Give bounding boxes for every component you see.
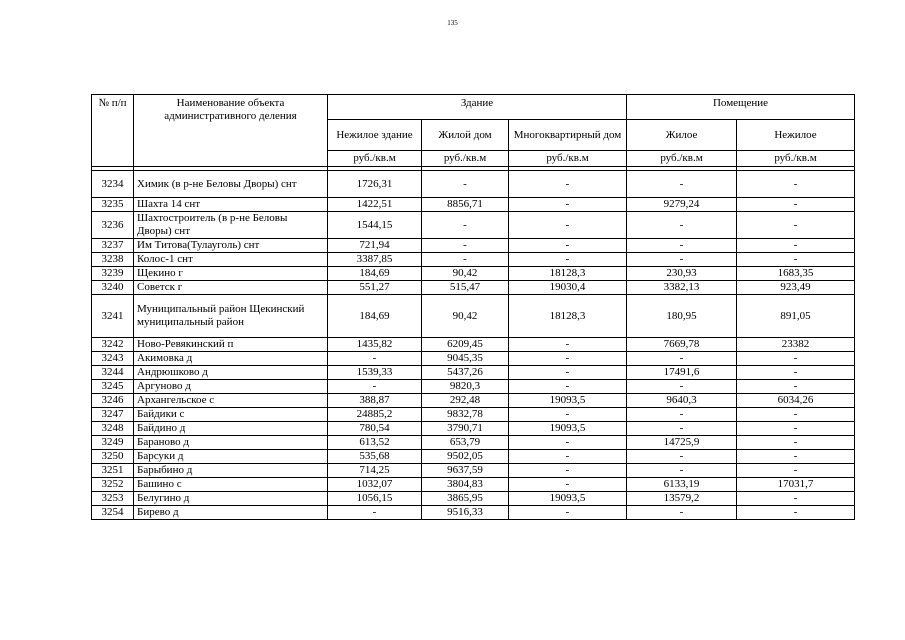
header-sub-nonresidential-building: Нежилое здание	[328, 120, 422, 151]
value-nonresidential-building: -	[328, 380, 422, 394]
row-number: 3249	[92, 436, 134, 450]
value-nonresidential-building: 1032,07	[328, 478, 422, 492]
table-row	[92, 171, 855, 198]
table-row	[92, 394, 855, 408]
value-residential-premises: 6133,19	[627, 478, 737, 492]
value-apartment-building: -	[509, 352, 627, 366]
value-residential-premises: 17491,6	[627, 366, 737, 380]
value-nonresidential-building: 613,52	[328, 436, 422, 450]
page-number: 135	[447, 19, 458, 27]
value-nonresidential-building: 1422,51	[328, 198, 422, 212]
value-residential-house: 3804,83	[422, 478, 509, 492]
value-residential-house: 3790,71	[422, 422, 509, 436]
row-number: 3236	[92, 212, 134, 239]
row-name: Барсуки д	[134, 450, 328, 464]
row-name: Белугино д	[134, 492, 328, 506]
value-apartment-building: -	[509, 253, 627, 267]
value-nonresidential-premises: 891,05	[737, 295, 855, 338]
value-residential-premises: 9279,24	[627, 198, 737, 212]
value-residential-premises: -	[627, 464, 737, 478]
value-nonresidential-building: 1056,15	[328, 492, 422, 506]
value-apartment-building: -	[509, 478, 627, 492]
value-apartment-building: -	[509, 366, 627, 380]
table-row	[92, 338, 855, 352]
value-residential-house: 515,47	[422, 281, 509, 295]
row-name: Андрюшково д	[134, 366, 328, 380]
value-nonresidential-premises: -	[737, 450, 855, 464]
row-number: 3251	[92, 464, 134, 478]
value-residential-house: 8856,71	[422, 198, 509, 212]
header-unit: руб./кв.м	[328, 151, 422, 167]
value-residential-house: 9502,05	[422, 450, 509, 464]
header-sub-residential-premises: Жилое	[627, 120, 737, 151]
header-sub-residential-house: Жилой дом	[422, 120, 509, 151]
value-nonresidential-premises: -	[737, 380, 855, 394]
row-number: 3238	[92, 253, 134, 267]
value-residential-premises: -	[627, 253, 737, 267]
tariff-table	[91, 94, 855, 520]
row-number: 3237	[92, 239, 134, 253]
value-residential-house: -	[422, 239, 509, 253]
table-row	[92, 436, 855, 450]
row-number: 3242	[92, 338, 134, 352]
table-row	[92, 408, 855, 422]
value-residential-house: 9820,3	[422, 380, 509, 394]
value-residential-premises: 13579,2	[627, 492, 737, 506]
table-row	[92, 352, 855, 366]
row-name: Шахта 14 снт	[134, 198, 328, 212]
row-name: Муниципальный район Щекинский муниципальный район	[134, 295, 328, 338]
table-row	[92, 506, 855, 520]
table-row	[92, 212, 855, 239]
value-residential-premises: -	[627, 422, 737, 436]
table-row	[92, 422, 855, 436]
value-apartment-building: -	[509, 198, 627, 212]
table-row	[92, 281, 855, 295]
row-name: Башино с	[134, 478, 328, 492]
table-row	[92, 366, 855, 380]
value-apartment-building: -	[509, 171, 627, 198]
table-row	[92, 267, 855, 281]
row-name: Акимовка д	[134, 352, 328, 366]
row-name: Советск г	[134, 281, 328, 295]
value-residential-premises: 180,95	[627, 295, 737, 338]
value-residential-house: 653,79	[422, 436, 509, 450]
row-number: 3244	[92, 366, 134, 380]
value-residential-house: -	[422, 212, 509, 239]
value-residential-premises: 9640,3	[627, 394, 737, 408]
value-apartment-building: -	[509, 338, 627, 352]
value-nonresidential-premises: -	[737, 253, 855, 267]
table-row	[92, 464, 855, 478]
row-number: 3234	[92, 171, 134, 198]
value-nonresidential-building: 24885,2	[328, 408, 422, 422]
row-name: Барыбино д	[134, 464, 328, 478]
row-name: Шахтостроитель (в р-не Беловы Дворы) снт	[134, 212, 328, 239]
value-nonresidential-premises: -	[737, 352, 855, 366]
value-nonresidential-building: -	[328, 506, 422, 520]
value-residential-premises: 14725,9	[627, 436, 737, 450]
value-nonresidential-building: 551,27	[328, 281, 422, 295]
value-apartment-building: -	[509, 212, 627, 239]
table-row	[92, 478, 855, 492]
row-number: 3250	[92, 450, 134, 464]
header-col-name: Наименование объекта административного деления	[134, 95, 328, 167]
row-name: Колос-1 снт	[134, 253, 328, 267]
row-number: 3253	[92, 492, 134, 506]
value-residential-house: 90,42	[422, 267, 509, 281]
header-group-premises: Помещение	[627, 95, 855, 120]
value-nonresidential-building: 535,68	[328, 450, 422, 464]
header-group-building: Здание	[328, 95, 627, 120]
value-nonresidential-premises: -	[737, 366, 855, 380]
header-col-number: № п/п	[92, 95, 134, 167]
header-unit: руб./кв.м	[422, 151, 509, 167]
value-apartment-building: -	[509, 506, 627, 520]
value-nonresidential-premises: -	[737, 464, 855, 478]
value-nonresidential-building: 388,87	[328, 394, 422, 408]
row-number: 3243	[92, 352, 134, 366]
table-body	[92, 167, 855, 520]
row-name: Байдики с	[134, 408, 328, 422]
value-nonresidential-building: 1544,15	[328, 212, 422, 239]
value-residential-premises: 7669,78	[627, 338, 737, 352]
value-nonresidential-premises: -	[737, 212, 855, 239]
value-residential-house: 90,42	[422, 295, 509, 338]
row-name: Байдино д	[134, 422, 328, 436]
row-name: Аргуново д	[134, 380, 328, 394]
table-row	[92, 492, 855, 506]
value-residential-house: 9637,59	[422, 464, 509, 478]
header-unit: руб./кв.м	[737, 151, 855, 167]
value-apartment-building: 19030,4	[509, 281, 627, 295]
header-unit: руб./кв.м	[627, 151, 737, 167]
table-row	[92, 450, 855, 464]
value-residential-house: -	[422, 171, 509, 198]
row-number: 3248	[92, 422, 134, 436]
value-nonresidential-premises: -	[737, 422, 855, 436]
value-apartment-building: 18128,3	[509, 267, 627, 281]
value-nonresidential-premises: 23382	[737, 338, 855, 352]
row-number: 3241	[92, 295, 134, 338]
row-name: Бараново д	[134, 436, 328, 450]
value-nonresidential-building: 1435,82	[328, 338, 422, 352]
row-number: 3254	[92, 506, 134, 520]
value-nonresidential-premises: 923,49	[737, 281, 855, 295]
value-nonresidential-premises: 1683,35	[737, 267, 855, 281]
row-name: Ново-Ревякинский п	[134, 338, 328, 352]
row-number: 3246	[92, 394, 134, 408]
value-apartment-building: -	[509, 436, 627, 450]
table-row	[92, 198, 855, 212]
value-residential-premises: -	[627, 506, 737, 520]
value-nonresidential-building: 1539,33	[328, 366, 422, 380]
value-nonresidential-building: 780,54	[328, 422, 422, 436]
row-name: Бирево д	[134, 506, 328, 520]
value-nonresidential-building: -	[328, 352, 422, 366]
value-nonresidential-premises: -	[737, 408, 855, 422]
value-residential-house: 292,48	[422, 394, 509, 408]
value-residential-house: 5437,26	[422, 366, 509, 380]
header-sub-apartment-building: Многоквартирный дом	[509, 120, 627, 151]
value-nonresidential-building: 1726,31	[328, 171, 422, 198]
row-name: Им Титова(Тулауголь) снт	[134, 239, 328, 253]
value-apartment-building: 18128,3	[509, 295, 627, 338]
row-number: 3245	[92, 380, 134, 394]
row-name: Щекино г	[134, 267, 328, 281]
header-sub-nonresidential-premises: Нежилое	[737, 120, 855, 151]
row-number: 3240	[92, 281, 134, 295]
value-residential-premises: 230,93	[627, 267, 737, 281]
value-residential-premises: -	[627, 408, 737, 422]
value-nonresidential-premises: -	[737, 239, 855, 253]
value-residential-premises: -	[627, 212, 737, 239]
value-residential-premises: -	[627, 380, 737, 394]
value-residential-house: -	[422, 253, 509, 267]
table-row	[92, 253, 855, 267]
value-apartment-building: -	[509, 239, 627, 253]
value-residential-premises: -	[627, 352, 737, 366]
value-nonresidential-premises: -	[737, 506, 855, 520]
row-number: 3235	[92, 198, 134, 212]
value-nonresidential-building: 714,25	[328, 464, 422, 478]
row-number: 3239	[92, 267, 134, 281]
row-number: 3252	[92, 478, 134, 492]
value-nonresidential-building: 3387,85	[328, 253, 422, 267]
value-nonresidential-premises: -	[737, 436, 855, 450]
row-number: 3247	[92, 408, 134, 422]
value-apartment-building: 19093,5	[509, 492, 627, 506]
value-apartment-building: 19093,5	[509, 422, 627, 436]
value-apartment-building: -	[509, 464, 627, 478]
value-residential-house: 9516,33	[422, 506, 509, 520]
value-residential-house: 9045,35	[422, 352, 509, 366]
value-nonresidential-premises: -	[737, 492, 855, 506]
value-nonresidential-premises: 6034,26	[737, 394, 855, 408]
value-nonresidential-premises: 17031,7	[737, 478, 855, 492]
value-residential-house: 6209,45	[422, 338, 509, 352]
value-nonresidential-building: 184,69	[328, 295, 422, 338]
table-row	[92, 295, 855, 338]
table-row	[92, 380, 855, 394]
value-nonresidential-premises: -	[737, 198, 855, 212]
value-apartment-building: -	[509, 408, 627, 422]
value-nonresidential-building: 184,69	[328, 267, 422, 281]
value-apartment-building: 19093,5	[509, 394, 627, 408]
value-apartment-building: -	[509, 450, 627, 464]
value-nonresidential-premises: -	[737, 171, 855, 198]
row-name: Химик (в р-не Беловы Дворы) снт	[134, 171, 328, 198]
value-residential-premises: -	[627, 450, 737, 464]
table-row	[92, 239, 855, 253]
value-residential-house: 9832,78	[422, 408, 509, 422]
value-residential-premises: 3382,13	[627, 281, 737, 295]
value-residential-house: 3865,95	[422, 492, 509, 506]
value-apartment-building: -	[509, 380, 627, 394]
value-nonresidential-building: 721,94	[328, 239, 422, 253]
value-residential-premises: -	[627, 239, 737, 253]
header-unit: руб./кв.м	[509, 151, 627, 167]
row-name: Архангельское с	[134, 394, 328, 408]
value-residential-premises: -	[627, 171, 737, 198]
